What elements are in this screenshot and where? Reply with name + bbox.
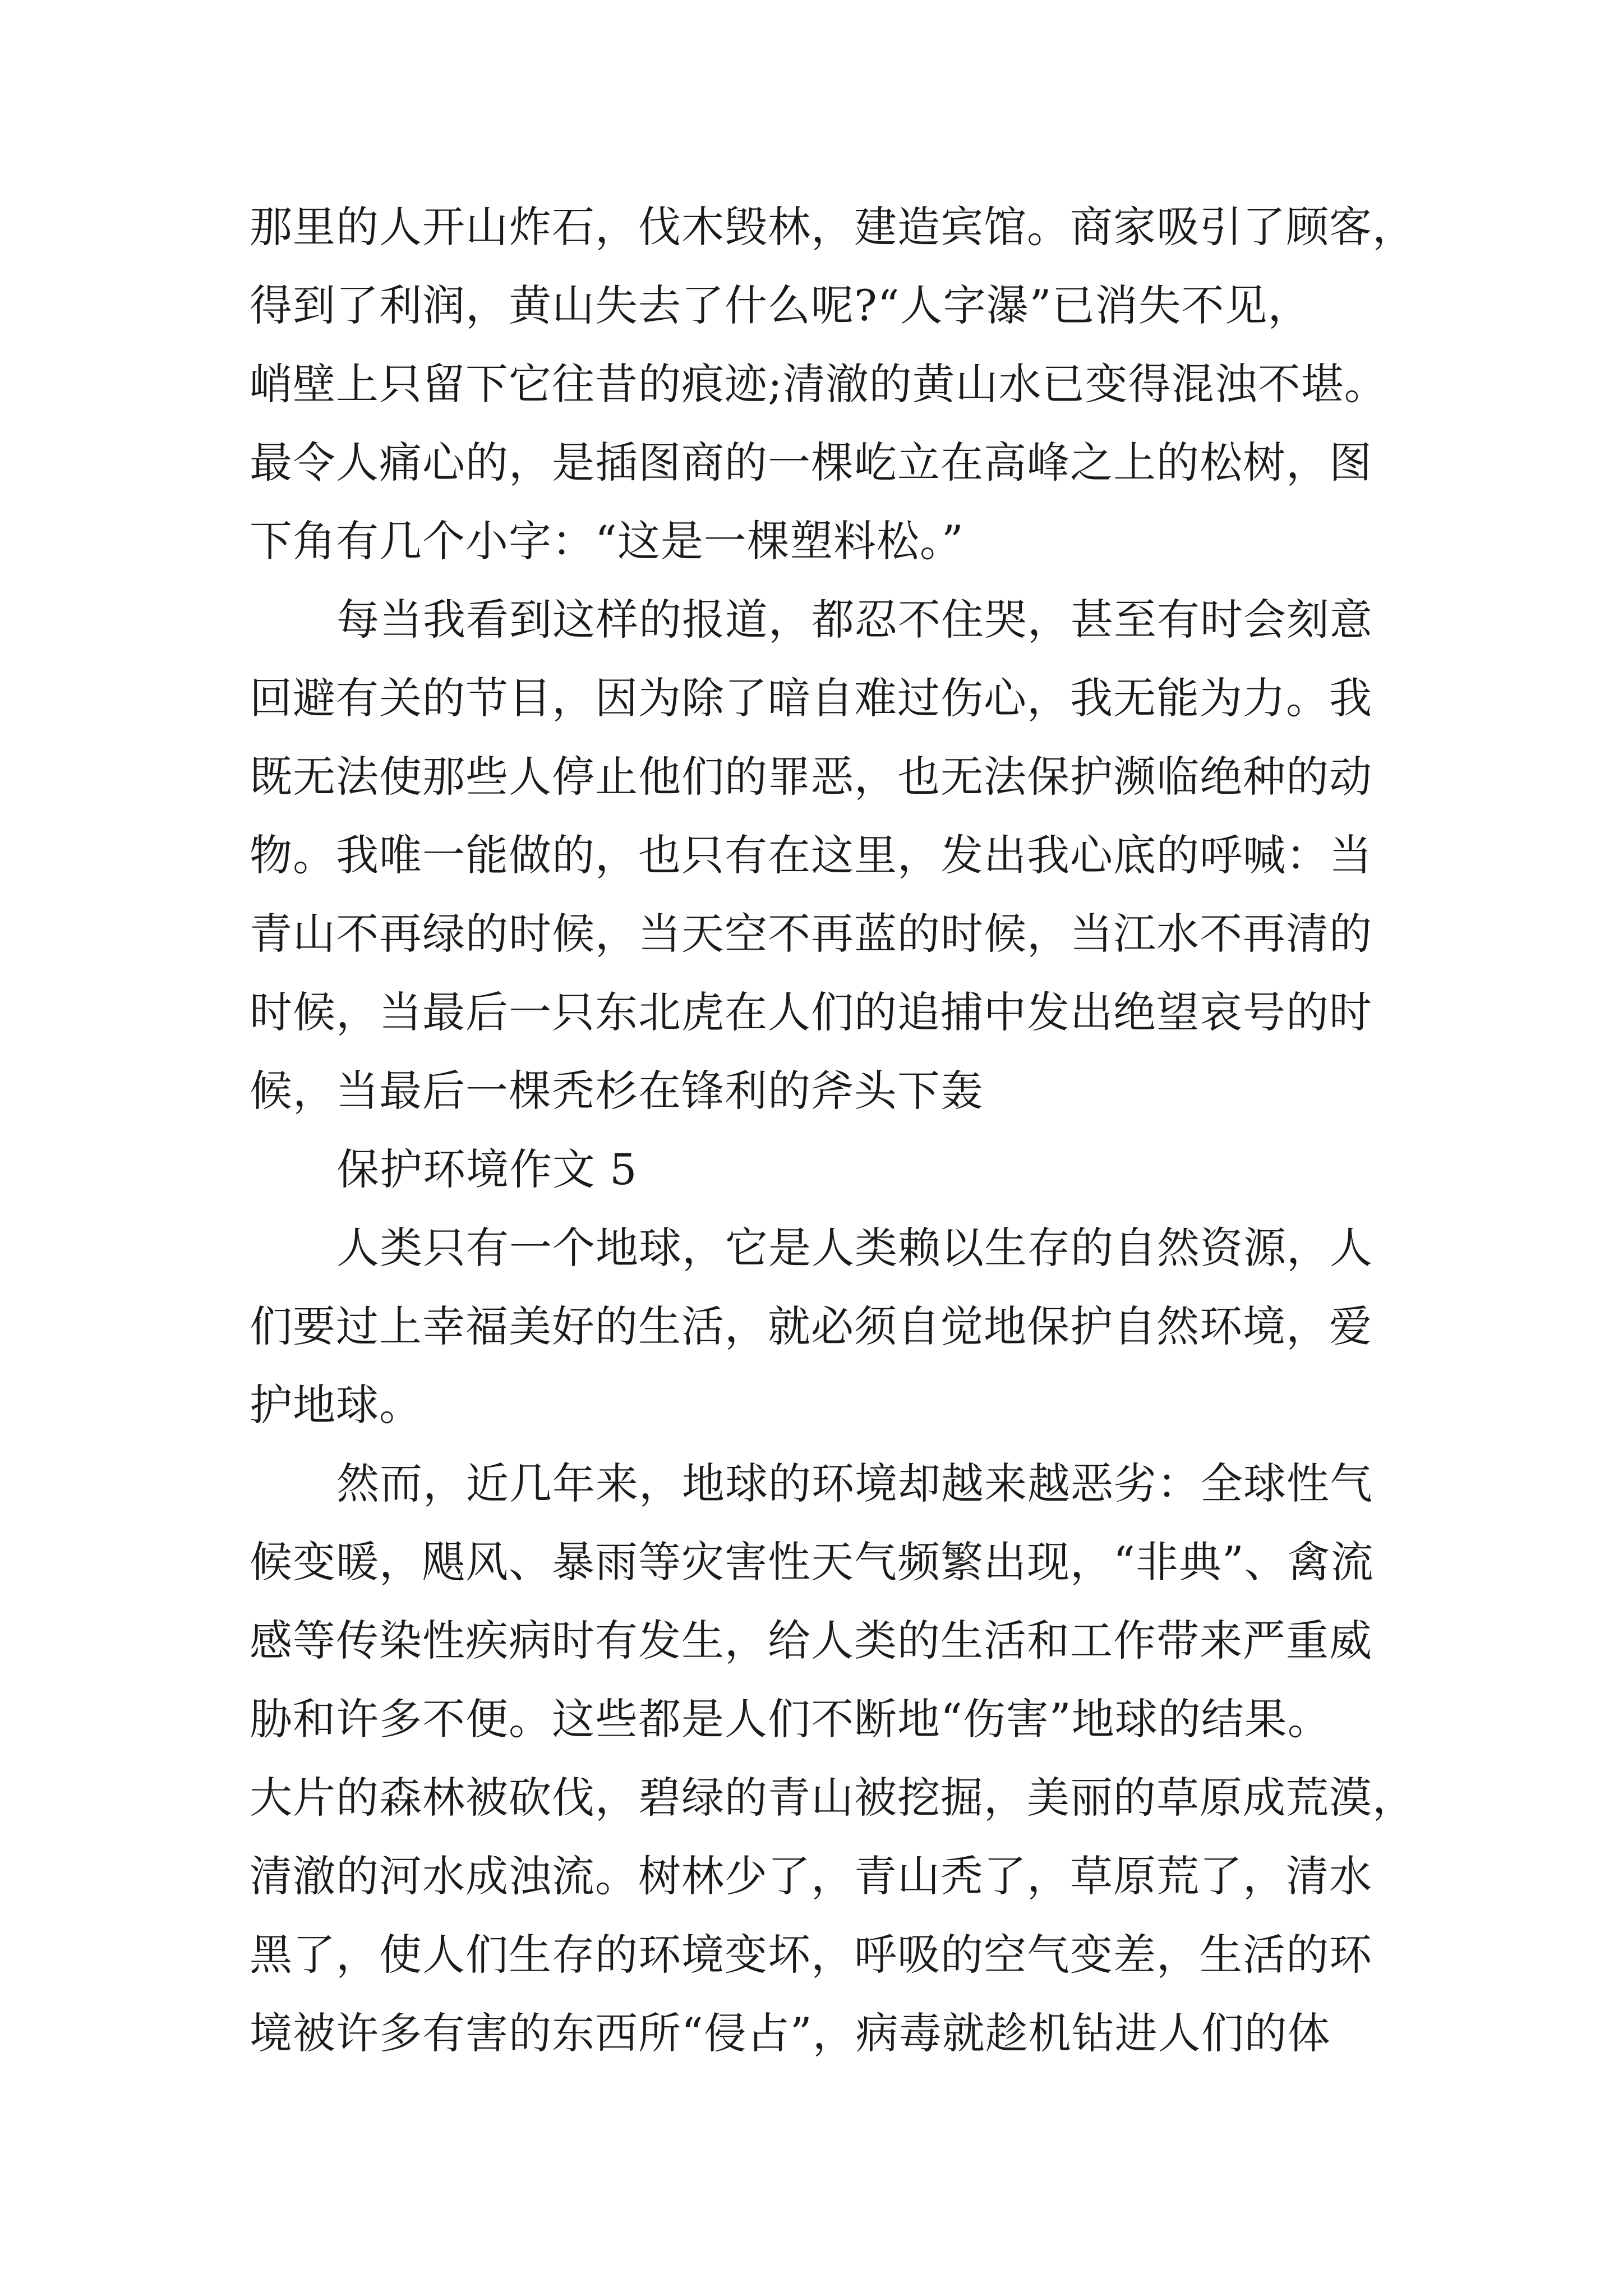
text-line: 既无法使那些人停止他们的罪恶，也无法保护濒临绝种的动 <box>250 752 1372 802</box>
text-line: 回避有关的节目，因为除了暗自难过伤心，我无能为力。我 <box>250 673 1372 723</box>
text-line: 护地球。 <box>250 1380 422 1430</box>
paragraph-first-line: 每当我看到这样的报道，都忍不住哭，甚至有时会刻意 <box>336 595 1373 645</box>
text-line: 境被许多有害的东西所“侵占”，病毒就趁机钻进人们的体 <box>250 2008 1331 2058</box>
text-line: 胁和许多不便。这些都是人们不断地“伤害”地球的结果。 <box>250 1694 1331 1744</box>
text-line: 物。我唯一能做的，也只有在这里，发出我心底的呼喊：当 <box>250 830 1372 880</box>
text-line: 黑了，使人们生存的环境变坏，呼吸的空气变差，生活的环 <box>250 1930 1372 1980</box>
text-line: 们要过上幸福美好的生活，就必须自觉地保护自然环境，爱 <box>250 1301 1372 1351</box>
text-line: 那里的人开山炸石，伐木毁林，建造宾馆。商家吸引了顾客， <box>250 202 1415 252</box>
text-line: 候，当最后一棵秃杉在锋利的斧头下轰 <box>250 1066 984 1116</box>
paragraph-first-line: 人类只有一个地球，它是人类赖以生存的自然资源，人 <box>336 1223 1373 1273</box>
text-line: 青山不再绿的时候，当天空不再蓝的时候，当江水不再清的 <box>250 909 1372 959</box>
text-line: 清澈的河水成浊流。树林少了，青山秃了，草原荒了，清水 <box>250 1851 1372 1901</box>
paragraph-first-line: 然而，近几年来，地球的环境却越来越恶劣：全球性气 <box>336 1458 1373 1508</box>
text-line: 时候，当最后一只东北虎在人们的追捕中发出绝望哀号的时 <box>250 987 1372 1037</box>
text-line: 峭壁上只留下它往昔的痕迹;清澈的黄山水已变得混浊不堪。 <box>250 359 1387 409</box>
section-heading: 保护环境作文 5 <box>336 1144 638 1194</box>
text-line: 候变暖，飓风、暴雨等灾害性天气频繁出现，“非典”、禽流 <box>250 1537 1374 1587</box>
text-line: 最令人痛心的，是插图商的一棵屹立在高峰之上的松树，图 <box>250 438 1372 487</box>
text-line: 下角有几个小字：“这是一棵塑料松。” <box>250 516 964 566</box>
text-line: 感等传染性疾病时有发生，给人类的生活和工作带来严重威 <box>250 1616 1372 1665</box>
text-line: 大片的森林被砍伐，碧绿的青山被挖掘，美丽的草原成荒漠， <box>250 1773 1415 1823</box>
text-line: 得到了利润，黄山失去了什么呢?“人字瀑”已消失不见， <box>250 280 1311 330</box>
